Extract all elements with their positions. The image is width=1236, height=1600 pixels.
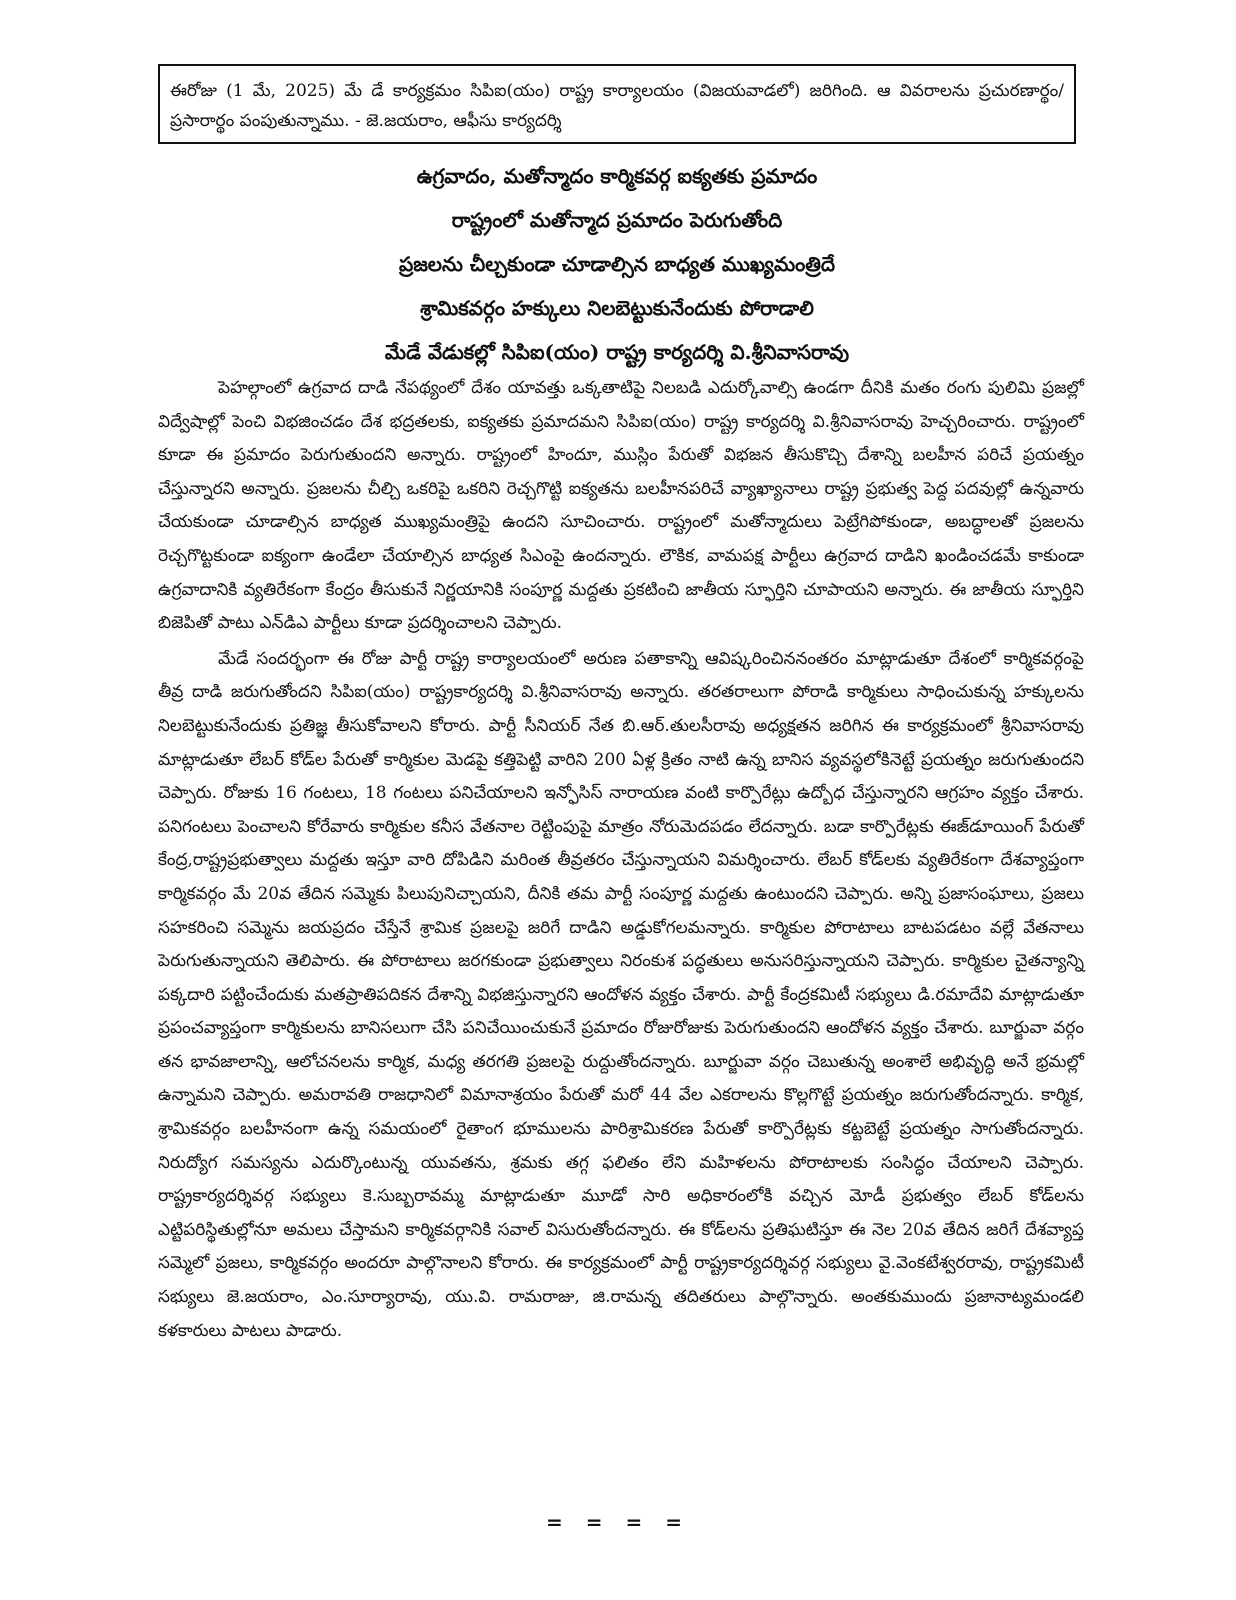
paragraph-1: పెహల్గాంలో ఉగ్రవాద దాడి నేపథ్యంలో దేశం యావత్తు ఒక్కతాటిపై నిలబడి ఎదుర్కోవాల్సి ఉండగా దీనికి మతం రంగు పులిమి ప్రజల్లో విద్వేషాల్లో పెంచి విభజించడం దేశ భద్రతలకు, ఐక్యతకు ప్రమాదమని సిపిఐ(యం) రాష్ట్ర కార్యదర్శి వి.శ్రీనివాసరావు హెచ్చరించారు. రాష్ట్రంలో కూడా ఈ ప్రమాదం పెరుగుతుందని అన్నారు. రాష్ట్రంలో హిందూ, ముస్లిం పేరుతో విభజన తీసుకొచ్చి దేశాన్ని బలహీన పరిచే ప్రయత్నం చేస్తున్నారని అన్నారు. ప్రజలను చీల్చి ఒకరిపై ఒకరిని రెచ్చగొట్టి ఐక్యతను బలహీనపరిచే వ్యాఖ్యానాలు రాష్ట్ర ప్రభుత్వ పెద్ద పదవుల్లో ఉన్నవారు చేయకుండా చూడాల్సిన బాధ్యత ముఖ్యమంత్రిపై ఉందని సూచించారు. రాష్ట్రంలో మతోన్మాదులు పెట్రేగిపోకుండా, అబద్ధాలతో ప్రజలను రెచ్చగొట్టకుండా ఐక్యంగా ఉండేలా చేయాల్సిన బాధ్యత సిఎంపై ఉందన్నారు. లౌకిక, వామపక్ష పార్టీలు ఉగ్రవాద దాడిని ఖండించడమే కాకుండా ఉగ్రవాదానికి వ్యతిరేకంగా కేంద్రం తీసుకునే నిర్ణయానికి సంపూర్ణ మద్దతు ప్రకటించి జాతీయ స్ఫూర్తిని చూపాయని అన్నారు. ఈ జాతీయ స్ఫూర్తిని బిజెపితో పాటు ఎన్‌డిఎ పార్టీలు కూడా ప్రదర్శించాలని చెప్పారు.	[158, 378, 1084, 634]
article-body	[158, 372, 1084, 1350]
headline-sub-3: శ్రామికవర్గం హక్కులు నిలబెట్టుకునేందుకు పోరాడాలి	[420, 296, 814, 320]
headline-main: ఉగ్రవాదం, మతోన్మాదం కార్మికవర్గ ఐక్యతకు ప్రమాదం	[416, 164, 818, 188]
headline-byline: మేడే వేడుకల్లో సిపిఐ(యం) రాష్ట్ర కార్యదర్శి వి.శ్రీనివాసరావు	[384, 340, 850, 364]
paragraph-2: మేడే సందర్భంగా ఈ రోజు పార్టీ రాష్ట్ర కార్యాలయంలో అరుణ పతాకాన్ని ఆవిష్కరించిననంతరం మాట్లాడుతూ దేశంలో కార్మికవర్గంపై తీవ్ర దాడి జరుగుతోందని సిపిఐ(యం) రాష్ట్రకార్యదర్శి వి.శ్రీనివాసరావు అన్నారు. తరతరాలుగా పోరాడి కార్మికులు సాధించుకున్న హక్కులను నిలబెట్టుకునేందుకు ప్రతిజ్ఞ తీసుకోవాలని కోరారు. పార్టీ సీనియర్ నేత బి.ఆర్.తులసీరావు అధ్యక్షతన జరిగిన ఈ కార్యక్రమంలో శ్రీనివాసరావు మాట్లాడుతూ లేబర్ కోడ్‌ల పేరుతో కార్మికుల మెడపై కత్తిపెట్టి వారిని 200 ఏళ్ల క్రితం నాటి ఉన్న బానిస వ్యవస్థలోకినెట్టే ప్రయత్నం జరుగుతుందని చెప్పారు. రోజుకు 16 గంటలు, 18 గంటలు పనిచేయాలని ఇన్ఫోసిస్ నారాయణ వంటి కార్పొరేట్లు ఉద్బోధ చేస్తున్నారని ఆగ్రహం వ్యక్తం చేశారు. పనిగంటలు పెంచాలని కోరేవారు కార్మికుల కనీస వేతనాల రెట్టింపుపై మాత్రం నోరుమెదపడం లేదన్నారు. బడా కార్పొరేట్లకు ఈజ్‌డూయింగ్ పేరుతో కేంద్ర,రాష్ట్రప్రభుత్వాలు మద్దతు ఇస్తూ వారి దోపిడిని మరింత తీవ్రతరం చేస్తున్నాయని విమర్శించారు. లేబర్ కోడ్‌లకు వ్యతిరేకంగా దేశవ్యాప్తంగా కార్మికవర్గం మే 20వ తేదిన సమ్మెకు పిలుపునిచ్చాయని, దీనికి తమ పార్టీ సంపూర్ణ మద్దతు ఉంటుందని చెప్పారు. అన్ని ప్రజాసంఘాలు, ప్రజలు సహకరించి సమ్మెను జయప్రదం చేస్తేనే శ్రామిక ప్రజలపై జరిగే దాడిని అడ్డుకోగలమన్నారు. కార్మికుల పోరాటాలు బాటపడటం వల్లే వేతనాలు పెరుగుతున్నాయని తెలిపారు. ఈ పోరాటాలు జరగకుండా ప్రభుత్వాలు నిరంకుశ పద్ధతులు అనుసరిస్తున్నాయని చెప్పారు. కార్మికుల చైతన్యాన్ని పక్కదారి పట్టించేందుకు మతప్రాతిపదికన దేశాన్ని విభజిస్తున్నారని ఆందోళన వ్యక్తం చేశారు. పార్టీ కేంద్రకమిటీ సభ్యులు డి.రమాదేవి మాట్లాడుతూ ప్రపంచవ్యాప్తంగా కార్మికులను బానిసలుగా చేసి పనిచేయించుకునే ప్రమాదం రోజురోజుకు పెరుగుతుందని ఆందోళన వ్యక్తం చేశారు. బూర్జువా వర్గం తన భావజాలాన్ని, ఆలోచనలను కార్మిక, మధ్య తరగతి ప్రజలపై రుద్దుతోందన్నారు. బూర్జువా వర్గం చెబుతున్న అంశాలే అభివృద్ధి అనే భ్రమల్లో ఉన్నామని చెప్పారు. అమరావతి రాజధానిలో విమానాశ్రయం పేరుతో మరో 44 వేల ఎకరాలను కొల్లగొట్టే ప్రయత్నం జరుగుతోందన్నారు. కార్మిక, శ్రామికవర్గం బలహీనంగా ఉన్న సమయంలో రైతాంగ భూములను పారిశ్రామికరణ పేరుతో కార్పొరేట్లకు కట్టబెట్టే ప్రయత్నం సాగుతోందన్నారు. నిరుద్యోగ సమస్యను ఎదుర్కొంటున్న యువతను, శ్రమకు తగ్గ ఫలితం లేని మహిళలను పోరాటాలకు సంసిద్ధం చేయాలని చెప్పారు. రాష్ట్రకార్యదర్శివర్గ సభ్యులు కె.సుబ్బరావమ్మ మాట్లాడుతూ మూడో సారి అధికారంలోకి వచ్చిన మోడీ ప్రభుత్వం లేబర్ కోడ్‌లను ఎట్టిపరిస్థితుల్లోనూ అమలు చేస్తామని కార్మికవర్గానికి సవాల్ విసురుతోందన్నారు. ఈ కోడ్‌లను ప్రతిఘటిస్తూ ఈ నెల 20వ తేదిన జరిగే దేశవ్యాప్త సమ్మెలో ప్రజలు, కార్మికవర్గం అందరూ పాల్గొనాలని కోరారు. ఈ కార్యక్రమంలో పార్టీ రాష్ట్రకార్యదర్శివర్గ సభ్యులు వై.వెంకటేశ్వరరావు, రాష్ట్రకమిటీ సభ్యులు జె.జయరాం, ఎం.సూర్యారావు, యు.వి. రామరాజు, జి.రామన్న తదితరులు పాల్గొన్నారు. అంతకుముందు ప్రజానాట్యమండలి కళకారులు పాటలు పాడారు.	[158, 648, 1084, 1341]
notice-text: ఈరోజు (1 మే, 2025) మే డే కార్యక్రమం సిపిఐ(యం) రాష్ట్ర కార్యాలయం (విజయవాడలో) జరిగింది. ఆ వివరాలను ప్రచురణార్థం/ ప్రసారార్థం పంపుతున్నాము. - జె.జయరాం, ఆఫీసు కార్యదర్శి	[170, 81, 1064, 131]
headline-sub-1: రాష్ట్రంలో మతోన్మాద ప్రమాదం పెరుగుతోంది	[451, 208, 783, 232]
headline-sub-2: ప్రజలను చీల్చకుండా చూడాల్సిన బాధ్యత ముఖ్యమంత్రిదే	[398, 252, 836, 276]
headlines	[158, 154, 1076, 374]
end-separator: = = = =	[546, 1510, 690, 1534]
notice-box	[158, 64, 1076, 144]
